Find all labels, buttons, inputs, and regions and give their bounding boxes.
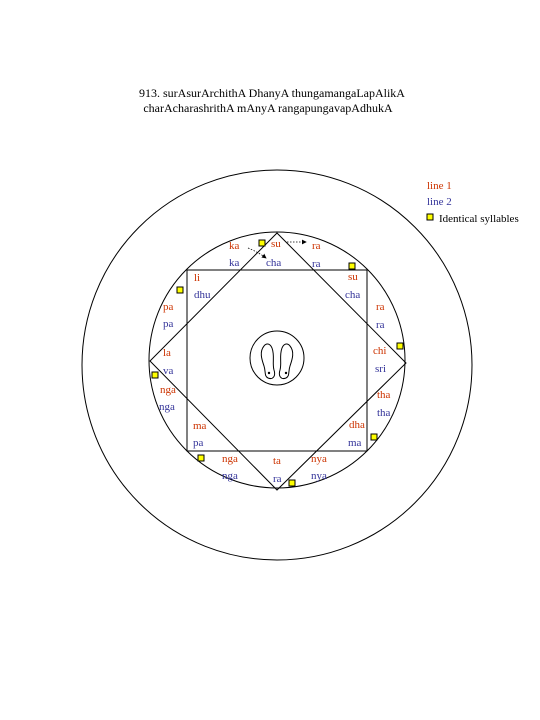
line-1-syllable-15: li xyxy=(194,272,201,284)
line-2-syllable-4: ra xyxy=(376,319,385,331)
identical-marker-2 xyxy=(349,263,355,269)
identical-marker-5 xyxy=(289,480,295,486)
outer-circle xyxy=(82,170,472,560)
line-2-syllable-10: nga xyxy=(222,470,238,482)
legend-line-1: line 1 xyxy=(427,180,452,192)
legend-identical-syllables: Identical syllables xyxy=(439,213,519,225)
line-2-syllable-5: sri xyxy=(375,363,386,375)
line-1-syllable-5: chi xyxy=(373,345,387,357)
line-1-syllable-2: ra xyxy=(312,240,321,252)
line-1-syllable-4: ra xyxy=(376,301,385,313)
line-1-syllable-10: nga xyxy=(222,453,238,465)
center-circle xyxy=(250,331,304,385)
legend-yellow-square-icon xyxy=(427,214,433,220)
identical-syllable-markers xyxy=(152,240,403,486)
identical-marker-1 xyxy=(259,240,265,246)
line-1-syllable-6: tha xyxy=(377,389,391,401)
identical-marker-7 xyxy=(152,372,158,378)
line-1-syllables xyxy=(160,238,391,467)
line-2-syllable-12: nga xyxy=(159,401,175,413)
line-2-syllable-2: ra xyxy=(312,258,321,270)
line-1-syllable-7: dha xyxy=(349,419,365,431)
line-2-syllable-14: pa xyxy=(163,318,174,330)
line-2-syllable-7: ma xyxy=(348,437,362,449)
line-1-syllable-3: su xyxy=(348,271,358,283)
line-2-syllable-8: nya xyxy=(311,470,327,482)
line-1-syllable-8: nya xyxy=(311,453,327,465)
line-2-syllable-9: ra xyxy=(273,473,282,485)
line-2-syllable-15: dhu xyxy=(194,289,211,301)
line-1-syllable-13: la xyxy=(163,347,171,359)
line-1-syllable-9: ta xyxy=(273,455,281,467)
line-2-syllable-13: va xyxy=(163,365,174,377)
title-line-2: charAcharashrithA mAnyA rangapungavapAdhukA xyxy=(143,101,393,115)
title-line-1: 913. surAsurArchithA DhanyA thungamangaLapAlikA xyxy=(139,86,405,100)
line-1-syllable-11: ma xyxy=(193,420,207,432)
line-2-syllable-6: tha xyxy=(377,407,391,419)
line-1-syllable-16: ka xyxy=(229,240,240,252)
identical-marker-3 xyxy=(397,343,403,349)
line-2-syllable-11: pa xyxy=(193,437,204,449)
line-1-syllable-14: pa xyxy=(163,301,174,313)
identical-marker-6 xyxy=(198,455,204,461)
identical-marker-8 xyxy=(177,287,183,293)
legend-line-2: line 2 xyxy=(427,196,452,208)
line-2-syllable-1: cha xyxy=(266,257,282,269)
line-1-syllable-1: su xyxy=(271,238,281,250)
identical-marker-4 xyxy=(371,434,377,440)
line-2-syllable-16: ka xyxy=(229,257,240,269)
padhuka-footprints-icon xyxy=(261,344,292,379)
line-2-syllable-3: cha xyxy=(345,289,361,301)
line-1-syllable-12: nga xyxy=(160,384,176,396)
